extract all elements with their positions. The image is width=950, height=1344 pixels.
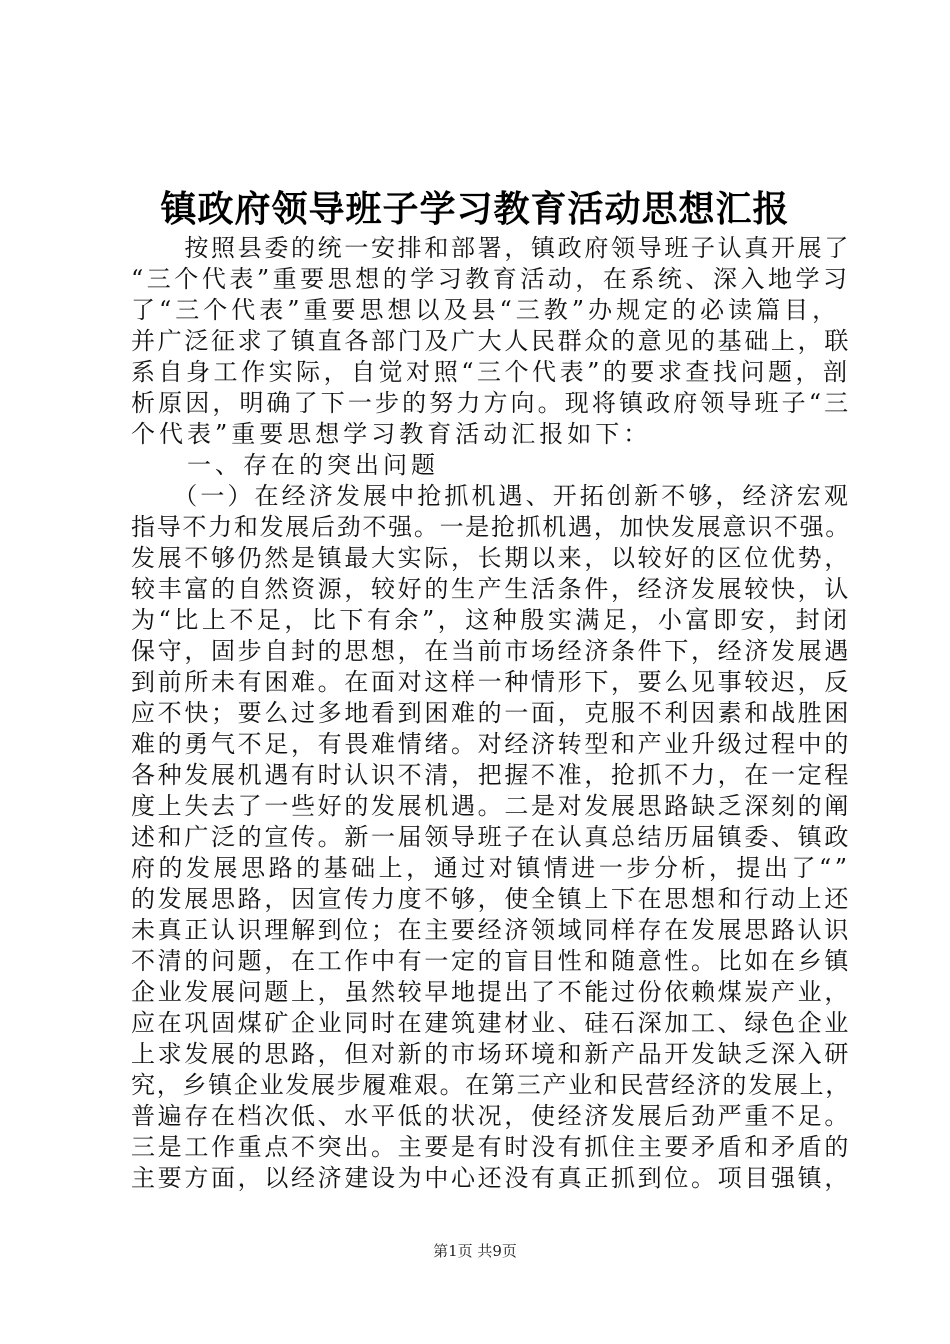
text-line: 的发展思路，因宣传力度不够，使全镇上下在思想和行动上还 (131, 885, 851, 913)
text-line: 上求发展的思路，但对新的市场环境和新产品开发缺乏深入研 (131, 1040, 851, 1068)
text-line: 普遍存在档次低、水平低的状况，使经济发展后劲严重不足。 (131, 1102, 851, 1130)
text-line: 到前所未有困难。在面对这样一种情形下，要么见事较迟，反 (131, 668, 851, 696)
document-body (131, 233, 852, 1194)
text-line: 企业发展问题上，虽然较早地提出了不能过份依赖煤炭产业， (131, 978, 851, 1006)
text-line: 三是工作重点不突出。主要是有时没有抓住主要矛盾和矛盾的 (131, 1133, 851, 1161)
text-line: 难的勇气不足，有畏难情绪。对经济转型和产业升级过程中的 (131, 730, 851, 758)
text-line: “三个代表”重要思想的学习教育活动，在系统、深入地学习 (131, 265, 851, 293)
text-line: 按照县委的统一安排和部署，镇政府领导班子认真开展了 (131, 234, 851, 262)
text-line: 主要方面，以经济建设为中心还没有真正抓到位。项目强镇， (131, 1164, 851, 1192)
text-line: （一）在经济发展中抢抓机遇、开拓创新不够，经济宏观 (131, 482, 851, 510)
text-line: 应不快；要么过多地看到困难的一面，克服不利因素和战胜困 (131, 699, 851, 727)
text-line: 一、存在的突出问题 (131, 451, 439, 479)
text-line: 不清的问题，在工作中有一定的盲目性和随意性。比如在乡镇 (131, 947, 851, 975)
text-line: 发展不够仍然是镇最大实际，长期以来，以较好的区位优势， (131, 544, 851, 572)
text-line: 述和广泛的宣传。新一届领导班子在认真总结历届镇委、镇政 (131, 823, 851, 851)
text-line: 未真正认识理解到位；在主要经济领域同样存在发展思路认识 (131, 916, 851, 944)
text-line: 析原因，明确了下一步的努力方向。现将镇政府领导班子“三 (131, 389, 852, 417)
text-line: 了“三个代表”重要思想以及县“三教”办规定的必读篇目， (131, 296, 841, 324)
text-line: 较丰富的自然资源，较好的生产生活条件，经济发展较快，认 (131, 575, 851, 603)
text-line: 指导不力和发展后劲不强。一是抢抓机遇，加快发展意识不强。 (131, 513, 851, 541)
text-line: 为“比上不足，比下有余”，这种殷实满足，小富即安，封闭 (131, 606, 851, 634)
page-footer: 第1页 共9页 (433, 1242, 517, 1260)
text-line: 并广泛征求了镇直各部门及广大人民群众的意见的基础上，联 (131, 327, 851, 355)
document-title: 镇政府领导班子学习教育活动思想汇报 (160, 188, 790, 230)
text-line: 各种发展机遇有时认识不清，把握不准，抢抓不力，在一定程 (131, 761, 851, 789)
text-line: 应在巩固煤矿企业同时在建筑建材业、硅石深加工、绿色企业 (131, 1009, 851, 1037)
text-line: 系自身工作实际，自觉对照“三个代表”的要求查找问题，剖 (131, 358, 851, 386)
text-line: 府的发展思路的基础上，通过对镇情进一步分析，提出了“” (131, 854, 851, 882)
text-line: 个代表”重要思想学习教育活动汇报如下： (131, 420, 652, 448)
text-line: 保守，固步自封的思想，在当前市场经济条件下，经济发展遇 (131, 637, 851, 665)
text-line: 度上失去了一些好的发展机遇。二是对发展思路缺乏深刻的阐 (131, 792, 851, 820)
text-line: 究，乡镇企业发展步履难艰。在第三产业和民营经济的发展上， (131, 1071, 851, 1099)
